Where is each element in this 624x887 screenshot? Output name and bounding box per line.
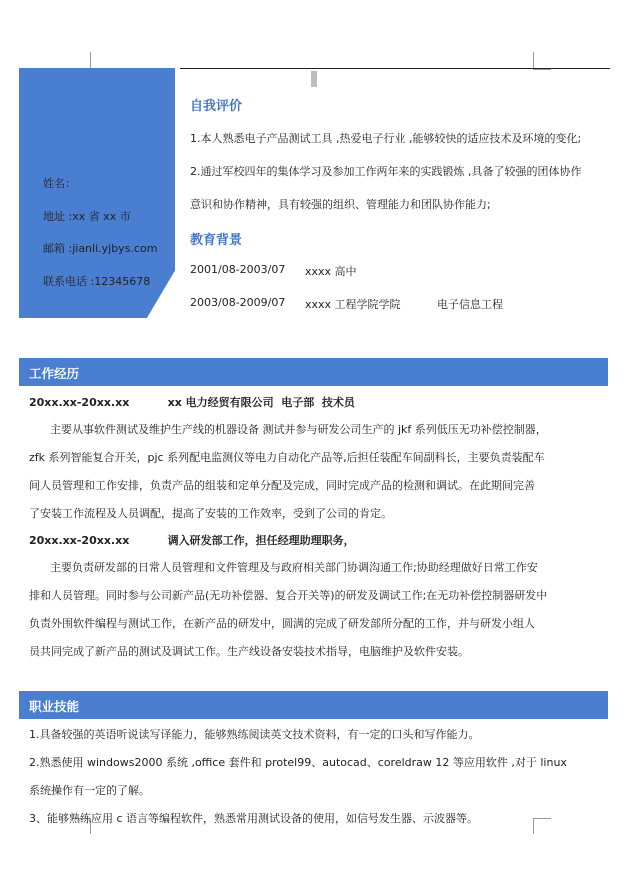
job-desc-line: 主要从事软件测试及维护生产线的机器设备 测试并参与研发公司生产的 jkf 系列低压无功补偿控制器， bbox=[50, 423, 547, 436]
self-eval-line: 1.本人熟悉电子产品测试工具 ,热爱电子行业 ,能够较快的适应技术及环境的变化; bbox=[190, 132, 582, 145]
work-title: 工作经历 bbox=[29, 366, 80, 381]
education-school: xxxx 工程学院学院 bbox=[305, 298, 401, 311]
education-title: 教育背景 bbox=[190, 233, 243, 248]
skill-line: 1.具备较强的英语听说读写译能力，能够熟练阅读英文技术资料，有一定的口头和写作能力。 bbox=[29, 728, 480, 741]
skills-section-header bbox=[19, 691, 608, 719]
self-eval-title: 自我评价 bbox=[190, 99, 243, 114]
self-eval-line: 2.通过军校四年的集体学习及参加工作两年来的实践锻炼 ,具备了较强的团体协作 bbox=[190, 165, 582, 178]
profile-phone: 联系电话 :12345678 bbox=[43, 275, 151, 288]
crop-mark bbox=[533, 69, 551, 70]
education-period: 2001/08-2003/07 bbox=[190, 263, 286, 276]
job-desc-line: 排和人员管理。同时参与公司新产品(无功补偿器、复合开关等)的研发及调试工作;在无功补偿控制器研发中 bbox=[29, 589, 548, 602]
crop-mark bbox=[533, 818, 534, 834]
job-desc-line: 员共同完成了新产品的测试及调试工作。生产线设备安装技术指导，电脑维护及软件安装。 bbox=[29, 645, 469, 658]
job-desc-line: 间人员管理和工作安排，负责产品的组装和定单分配及完成，同时完成产品的检测和调试。在此期间完善 bbox=[29, 479, 535, 492]
job-desc-line: 负责外围软件编程与测试工作，在新产品的研发中，圆满的完成了研发部所分配的工作，并与研发小组人 bbox=[29, 617, 535, 630]
profile-email: 邮箱 :jianli.yjbys.com bbox=[43, 242, 158, 255]
job-desc-line: zfk 系列智能复合开关，pjc 系列配电监测仪等电力自动化产品等,后担任装配车间副科长，主要负责装配车 bbox=[29, 451, 545, 464]
profile-name-label: 姓名： bbox=[43, 177, 76, 190]
work-section-header bbox=[19, 358, 608, 386]
job-desc-line: 了安装工作流程及人员调配，提高了安装的工作效率，受到了公司的肯定。 bbox=[29, 507, 392, 520]
job-header: 20xx.xx-20xx.xx 调入研发部工作，担任经理助理职务， bbox=[29, 534, 355, 547]
skill-line: 2.熟悉使用 windows2000 系统 ,office 套件和 protel99、autocad、coreldraw 12 等应用软件 ,对于 linux bbox=[29, 756, 567, 769]
crop-mark bbox=[533, 818, 551, 819]
profile-address: 地址 :xx 省 xx 市 bbox=[43, 210, 131, 223]
job-desc-line: 主要负责研发部的日常人员管理和文件管理及与政府相关部门协调沟通工作;协助经理做好日常工作安 bbox=[50, 561, 538, 574]
top-divider bbox=[180, 68, 610, 69]
skills-title: 职业技能 bbox=[29, 699, 80, 714]
education-major: 电子信息工程 bbox=[437, 298, 503, 311]
skill-line: 系统操作有一定的了解。 bbox=[29, 784, 150, 797]
education-period: 2003/08-2009/07 bbox=[190, 296, 286, 309]
text-cursor-mark bbox=[311, 71, 317, 87]
crop-mark bbox=[90, 52, 91, 68]
job-header: 20xx.xx-20xx.xx xx 电力经贸有限公司 电子部 技术员 bbox=[29, 396, 355, 409]
skill-line: 3、能够熟练应用 c 语言等编程软件，熟悉常用测试设备的使用，如信号发生器、示波器等。 bbox=[29, 812, 479, 825]
education-school: xxxx 高中 bbox=[305, 265, 357, 278]
self-eval-line: 意识和协作精神，具有较强的组织、管理能力和团队协作能力; bbox=[190, 198, 491, 211]
